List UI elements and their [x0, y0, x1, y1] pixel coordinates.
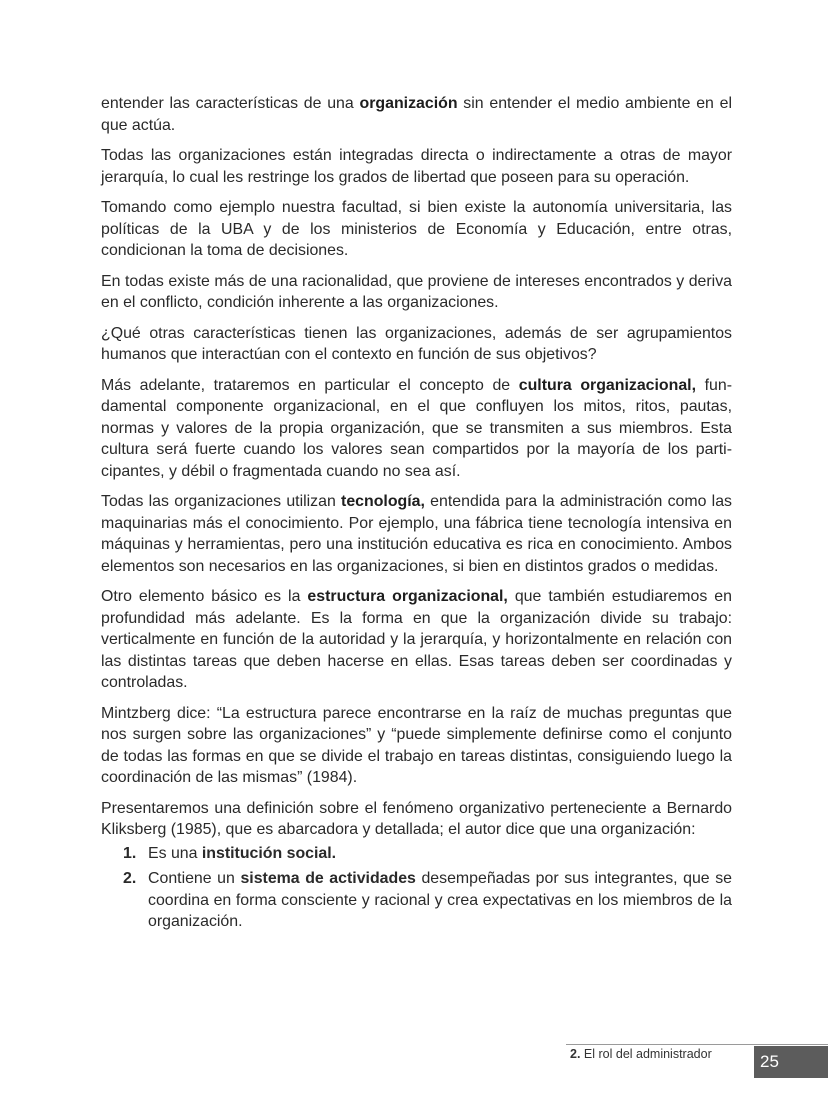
list-item-text: Contiene un	[148, 870, 241, 887]
bold-term: organización	[359, 95, 458, 112]
paragraph: ¿Qué otras características tienen las organizaciones, además de ser agrupamientos humanos que interactúan con el contexto en función de sus objetivos?	[101, 324, 732, 363]
list-number: 2.	[123, 870, 137, 887]
paragraph	[101, 491, 732, 577]
paragraph: En todas existe más de una racionalidad, que proviene de intereses encontrados y deriva en el conflicto, condición inherente a las organizaciones.	[101, 272, 732, 311]
paragraph: Tomando como ejemplo nuestra facultad, si bien existe la autonomía universitaria, las políticas de la UBA y de los ministerios de Economía y Educación, entre otras, condicionan la toma de decisiones.	[101, 199, 732, 259]
footer-rule	[566, 1044, 828, 1045]
list-number: 1.	[123, 844, 137, 862]
bold-term: cultura organizacional,	[518, 376, 696, 394]
paragraph-text: entendida para la administración como las maquinarias más el conocimiento. Por ejemplo, una fábrica tiene tecnología intensiva en máquinas y herramientas, pero una institución educativa es rica en conocimiento. Ambos elementos son necesarios en las organizaciones, si bien en distintos grados o medidas.	[101, 493, 732, 575]
chapter-number: 2.	[570, 1047, 581, 1061]
paragraph-text: entender las características de una	[101, 95, 360, 112]
list-item-text: Es una	[148, 844, 202, 862]
paragraph-text: Otro elemento básico es la	[101, 588, 308, 605]
paragraph-text: Más adelante, trataremos en particular el concepto de	[101, 376, 519, 394]
page-body	[101, 93, 732, 937]
paragraph	[101, 586, 732, 694]
paragraph: Todas las organizaciones están integradas directa o indirectamente a otras de mayor jerarquía, lo cual les restringe los grados de libertad que poseen para su operación.	[101, 147, 732, 186]
numbered-list	[101, 843, 732, 933]
bold-term: sistema de actividades	[240, 870, 416, 887]
paragraph	[101, 93, 732, 136]
paragraph: Presentaremos una definición sobre el fenómeno organizativo perteneciente a Bernardo Kliksberg (1985), que es abarcadora y detallada; el autor dice que una organización:	[101, 799, 732, 838]
chapter-title: El rol del administrador	[580, 1047, 712, 1061]
paragraph-text: Todas las organizaciones utilizan	[101, 493, 342, 510]
paragraph-text: que también estudiaremos en profundidad más adelante. Es la forma en que la organización divide su trabajo: verticalmente en función de la autoridad y la jerarquía, y horizontalmente en relación con las distintas tareas que deben hacerse en ellas. Esas tareas deben ser coordinadas y controladas.	[101, 588, 732, 691]
paragraph-text: sin entender el medio ambiente en el que actúa.	[101, 95, 733, 134]
running-footer	[570, 1047, 712, 1061]
paragraph: Mintzberg dice: “La estructura parece encontrarse en la raíz de muchas preguntas que nos surgen sobre las organizaciones” y “puede simplemente definirse como el conjunto de todas las formas en que se divide el trabajo en tareas distintas, consiguiendo luego la coordinación de las mismas” (1984).	[101, 704, 732, 786]
bold-term: tecnología,	[341, 493, 425, 510]
bold-term: institución social.	[201, 844, 337, 862]
list-item	[101, 843, 732, 865]
paragraph	[101, 375, 732, 483]
page-number: 25	[754, 1046, 828, 1078]
list-item	[101, 868, 732, 933]
bold-term: estructura organizacional,	[307, 588, 508, 605]
paragraph-text: fundamental componente organizacional, en el que confluyen los mitos, ritos, pautas, normas y valores de la propia organización, que se transmiten a sus miembros. Esta cultura será fuerte cuando los valores sean compartidos por la mayoría de los participantes, y débil o fragmentada cuando no sea así.	[101, 376, 732, 480]
list-item-text: desempeñadas por sus integrantes, que se coordina en forma consciente y racional y crea expectativas en los miembros de la organización.	[148, 870, 732, 930]
